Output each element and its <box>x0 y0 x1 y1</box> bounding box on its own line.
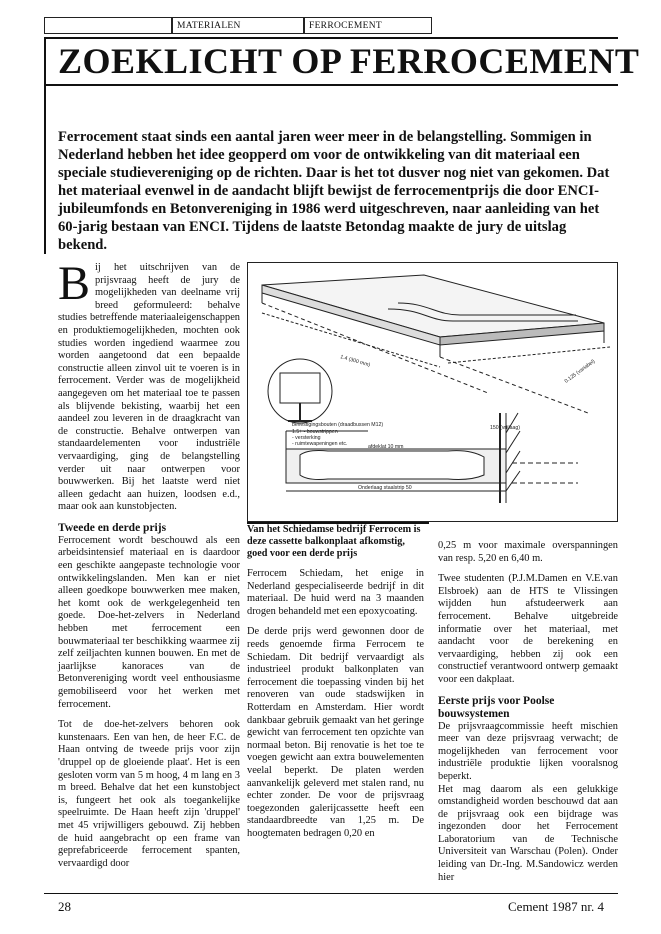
header-section: MATERIALEN <box>172 17 304 34</box>
col3-paragraph-2: De prijsvraagcommissie heeft mischien meer van deze prijsvraag verwacht; de mogelijkheden van ferrocement voor industriële produktie lijken vooralsnog beperkt. <box>438 720 618 782</box>
col1-p1-text: ij het uitschrijven van de prijsvraag heeft de jury de mogelijkheden van deelname vrij breed geformuleerd: behalve studies betreffende materiaaleigenschappen en produktiemogelijkheden, mochten ook studies worden ingediend waarmee zou worden aangetoond dat een bepaalde constructie alleen zinvol uit te voeren is in ferrocement. Verder was de mogelijkheid aangegeven om het materiaal toe te passen als blijvende bekisting, waarbij het een aandeel zou leveren in de draagkracht van de constructie. Behalve ontwerpen van standaardelementen voor industriële vervaardiging, ging de belangstelling verder uit naar ontwerpen voor bouwwerken. Bij het laatste werd niet alleen gedacht aan huizen, loodsen e.d., maar ook aan kunstobjecten. <box>58 262 240 513</box>
col2-paragraph-1: Ferrocem Schiedam, het enige in Nederland gespecialiseerde bedrijf in dit materiaal. De huid werd na 3 maanden drogen behandeld met een epoxycoating. <box>247 568 424 617</box>
skin-label: afdeklat 10 mm <box>368 444 404 450</box>
header-left-box <box>44 17 172 34</box>
side-label: 150 (vrijlaag) <box>490 425 520 431</box>
issue-label: Cement 1987 nr. 4 <box>508 899 605 914</box>
col1-paragraph-1 <box>58 257 240 514</box>
spec-label-3: - versterking <box>292 435 321 441</box>
column-1 <box>58 257 240 878</box>
col3-paragraph-0: 0,25 m voor maximale overspanningen van resp. 5,20 en 6,40 m. <box>438 540 618 564</box>
figure-caption: Van het Schiedamse bedrijf Ferrocem is deze cassette balkonplaat afkomstig, goed voor een derde prijs <box>247 524 421 559</box>
col1-paragraph-2: Ferrocement wordt beschouwd als een arbeidsintensief materiaal en is daardoor een geschikte aangepaste technologie voor ontwikkelingslanden. Men kan er niet alleen goedkope bouwwerken mee maken, het komt ook de werkgelegenheid ten goede. Doe-het-zelvers in Nederland hebben met ferrocement een bouwmateriaal ter beschikking waarmee zij zelf zeiljachten kunnen bouwen. En met de jaarlijkse kanoraces van de Betonvereniging wordt veel enthousiasme gemobiliseerd voor het werken met ferrocement. <box>58 534 240 710</box>
bottom-label: Onderlaag staalstrip 50 <box>358 485 412 491</box>
spec-label-1: bevestigingsbouten (draadbussen M12) <box>292 422 384 428</box>
spec-label-4: - ruimtewapeningen etc. <box>292 441 348 447</box>
col3-paragraph-1: Twee studenten (P.J.M.Damen en V.E.van Elsbroek) aan de HTS te Vlissingen wijdden hun afstudeerwerk aan ferrocement. Behalve uitgebreide informatie over het materiaal, met aandacht voor de berekening en vervaardiging, hebben zij ook een constructief verantwoord ontwerp gemaakt voor een dakplaat. <box>438 573 618 685</box>
lead-paragraph <box>58 128 618 254</box>
spec-label-2: 1.5+ - bouwstrippen <box>292 429 338 435</box>
col3-paragraph-3: Het mag daarom als een gelukkige omstandigheid worden beschouwd dat aan de prijsvraag ook een bijdrage was ingezonden door het Ferrocement Laboratorium van de Technische Universiteit van Warschau (Polen). Onder leiding van Dr.-Ing. M.Sandowicz werden hier <box>438 783 618 883</box>
column-3 <box>438 540 618 892</box>
dim-width-label: 0.125 (variabel) <box>563 358 597 385</box>
page-number: 28 <box>58 899 71 914</box>
col2-paragraph-2: De derde prijs werd gewonnen door de reeds genoemde firma Ferrocem te Schiedam. Dit bedrijf vervaardigt als industrieel produkt balkonplaten van ferrocement die toepassing vinden bij het renoveren van oude stadswijken in Rotterdam en Amsterdam. Hier wordt dankbaar gebruik gemaakt van het geringe gewicht van ferrocement ten opzichte van normaal beton. Bij renovatie is het toe te voegen gewicht aan extra bouwelementen veelal beperkt. De platen werden aanvankelijk geleverd met stalen rand, nu echter zonder. De voor de prijsvraag toegezonden galerijcassette heeft een standaardbreedte van 1,25 m. De hoogtematen bedragen 0,20 en <box>247 626 424 839</box>
column-2 <box>247 568 424 848</box>
lead-text: Ferrocement staat sinds een aantal jaren weer meer in de belangstelling. Sommigen in Nederland hebben het idee geopperd om voor de ontwikkeling van dit materiaal een speciale studievereniging op de richten. Daar is het tot dusver nog niet van gekomen. Dat het materiaal evenwel in de aandacht blijft bewijst de ferrocementprijs die door ENCI-jubileumfonds en Betonvereniging in 1986 werd uitgeschreven, naar aanleiding van het 60-jarig bestaan van ENCI. Tijdens de laatste Betondag maakte de jury de uitslag bekend. <box>58 129 610 253</box>
title-bottom-rule <box>44 84 618 86</box>
drop-cap: B <box>58 257 91 310</box>
col1-paragraph-3: Tot de doe-het-zelvers behoren ook kunstenaars. Een van hen, de heer F.C. de Haan ontving de tweede prijs voor zijn 'druppel op de gloeiende plaat'. Het is een gesloten vorm van 5 m hoog, 4 m lang en 3 m breed. Behalve dat het een kunstobject is, fungeert het ook als toegankelijke speelruimte. De Haan heeft zijn 'druppel' met 45 vrijwilligers gebouwd. Zij hebben de huid aangebracht op een frame van geprefabriceerde ferrocement spanten, vervaardigd door <box>58 719 240 869</box>
left-frame-rule <box>44 37 46 254</box>
footer-rule <box>44 893 618 894</box>
heading-first-prize: Eerste prijs voor Poolse bouwsystemen <box>438 694 555 720</box>
title-top-rule <box>44 37 618 39</box>
heading-second-third-prize: Tweede en derde prijs <box>58 521 167 534</box>
page-title: ZOEKLICHT OP FERROCEMENT <box>58 41 640 81</box>
dim-length-label: 1.4 (300 mm) <box>339 354 371 369</box>
header-subsection: FERROCEMENT <box>304 17 432 34</box>
figure-box <box>247 262 618 522</box>
balcony-slab-drawing <box>248 263 617 521</box>
